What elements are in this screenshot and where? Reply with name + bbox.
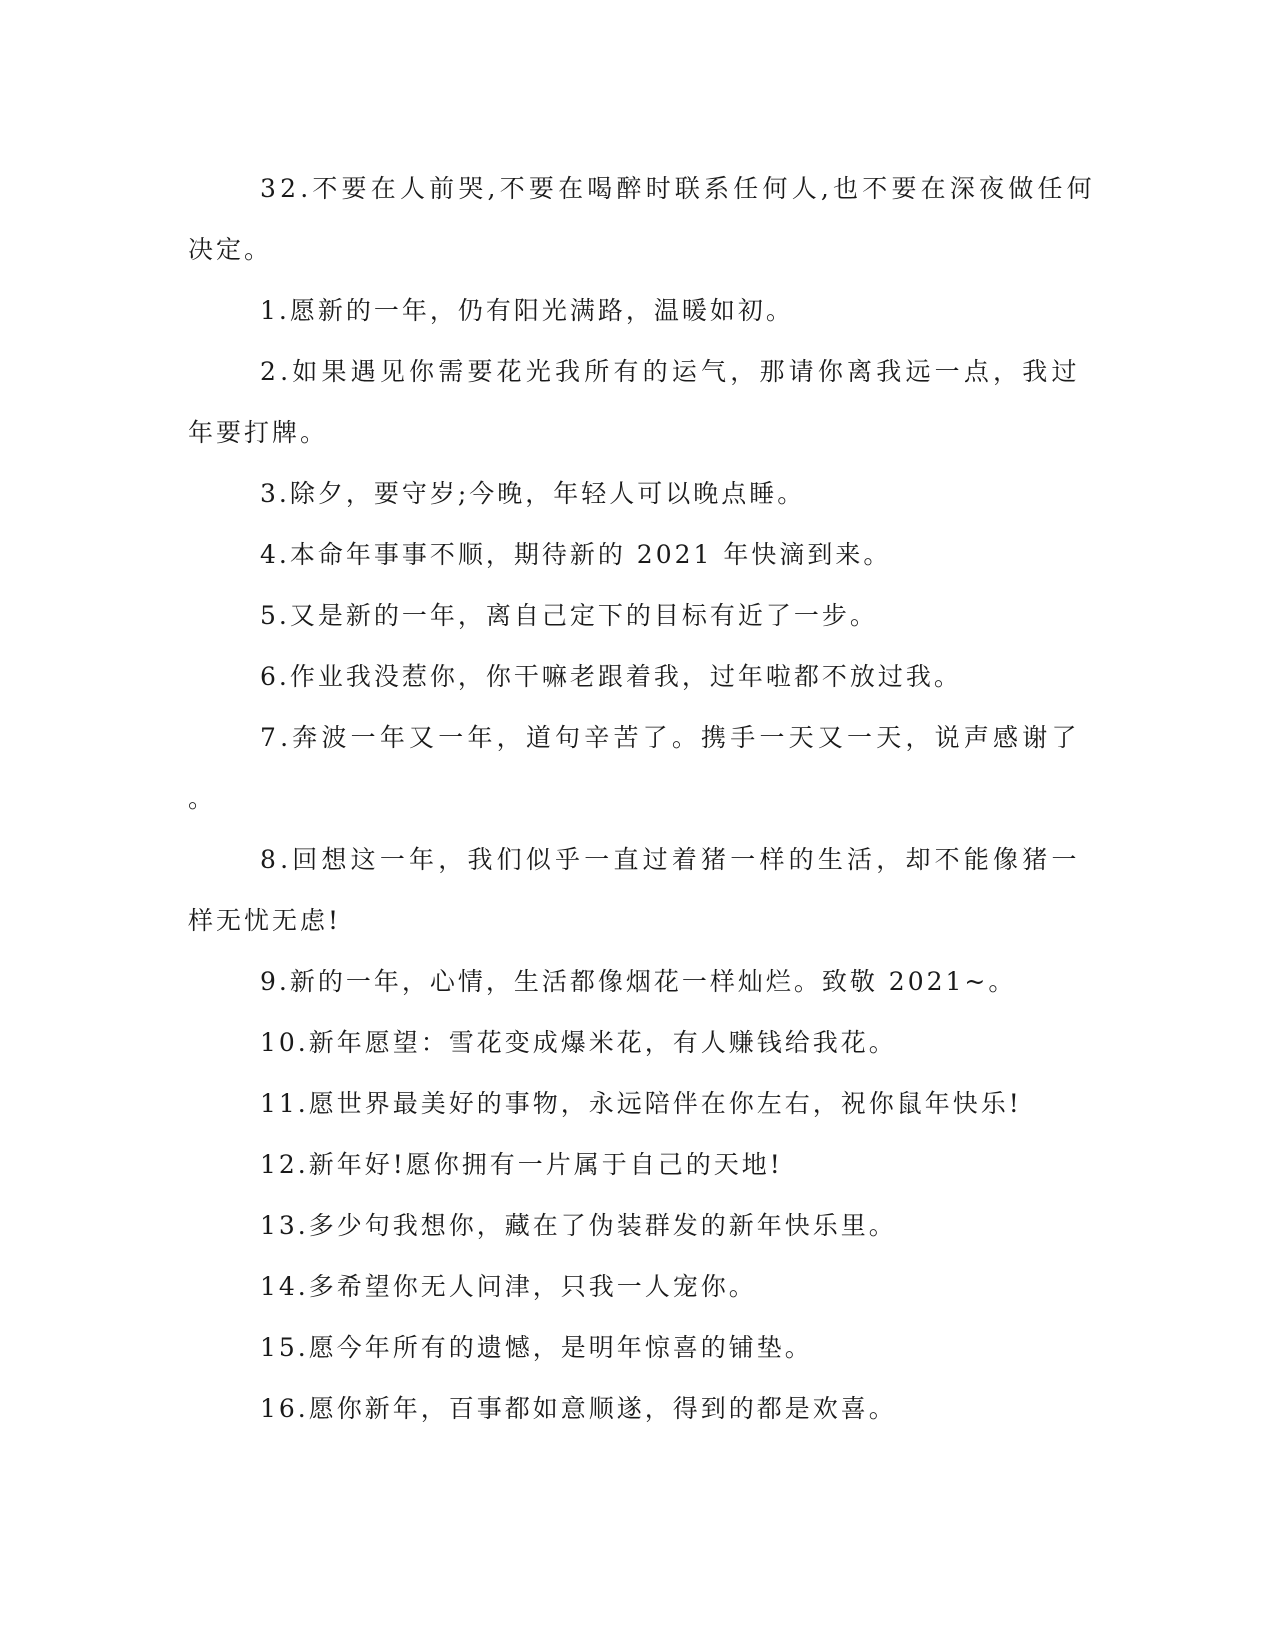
paragraph-6: 6.作业我没惹你，你干嘛老跟着我，过年啦都不放过我。 — [260, 662, 962, 691]
document-body — [188, 158, 1096, 1439]
paragraph-8-line-1: 8.回想这一年，我们似乎一直过着猪一样的生活，却不能像猪一 — [260, 845, 1081, 874]
paragraph-5: 5.又是新的一年，离自己定下的目标有近了一步。 — [260, 601, 878, 630]
paragraph-10: 10.新年愿望：雪花变成爆米花，有人赚钱给我花。 — [260, 1028, 897, 1057]
paragraph-32-line-1: 32.不要在人前哭,不要在喝醉时联系任何人,也不要在深夜做任何 — [260, 174, 1096, 203]
paragraph-4: 4.本命年事事不顺，期待新的 2021 年快滴到来。 — [260, 540, 892, 569]
paragraph-2-line-2: 年要打牌。 — [188, 418, 329, 447]
paragraph-14: 14.多希望你无人问津，只我一人宠你。 — [260, 1272, 757, 1301]
paragraph-7-line-2: 。 — [188, 784, 217, 813]
paragraph-3: 3.除夕，要守岁;今晚，年轻人可以晚点睡。 — [260, 479, 806, 508]
paragraph-1: 1.愿新的一年，仍有阳光满路，温暖如初。 — [260, 296, 794, 325]
paragraph-16: 16.愿你新年，百事都如意顺遂，得到的都是欢喜。 — [260, 1394, 897, 1423]
paragraph-9: 9.新的一年，心情，生活都像烟花一样灿烂。致敬 2021~。 — [260, 967, 1017, 996]
paragraph-11: 11.愿世界最美好的事物，永远陪伴在你左右，祝你鼠年快乐! — [260, 1089, 1022, 1118]
paragraph-2-line-1: 2.如果遇见你需要花光我所有的运气，那请你离我远一点，我过 — [260, 357, 1081, 386]
paragraph-15: 15.愿今年所有的遗憾，是明年惊喜的铺垫。 — [260, 1333, 813, 1362]
paragraph-8-line-2: 样无忧无虑! — [188, 906, 342, 935]
paragraph-13: 13.多少句我想你，藏在了伪装群发的新年快乐里。 — [260, 1211, 897, 1240]
paragraph-32-line-2: 决定。 — [188, 235, 273, 264]
paragraph-12: 12.新年好!愿你拥有一片属于自己的天地! — [260, 1150, 783, 1179]
paragraph-7-line-1: 7.奔波一年又一年，道句辛苦了。携手一天又一天，说声感谢了 — [260, 723, 1081, 752]
